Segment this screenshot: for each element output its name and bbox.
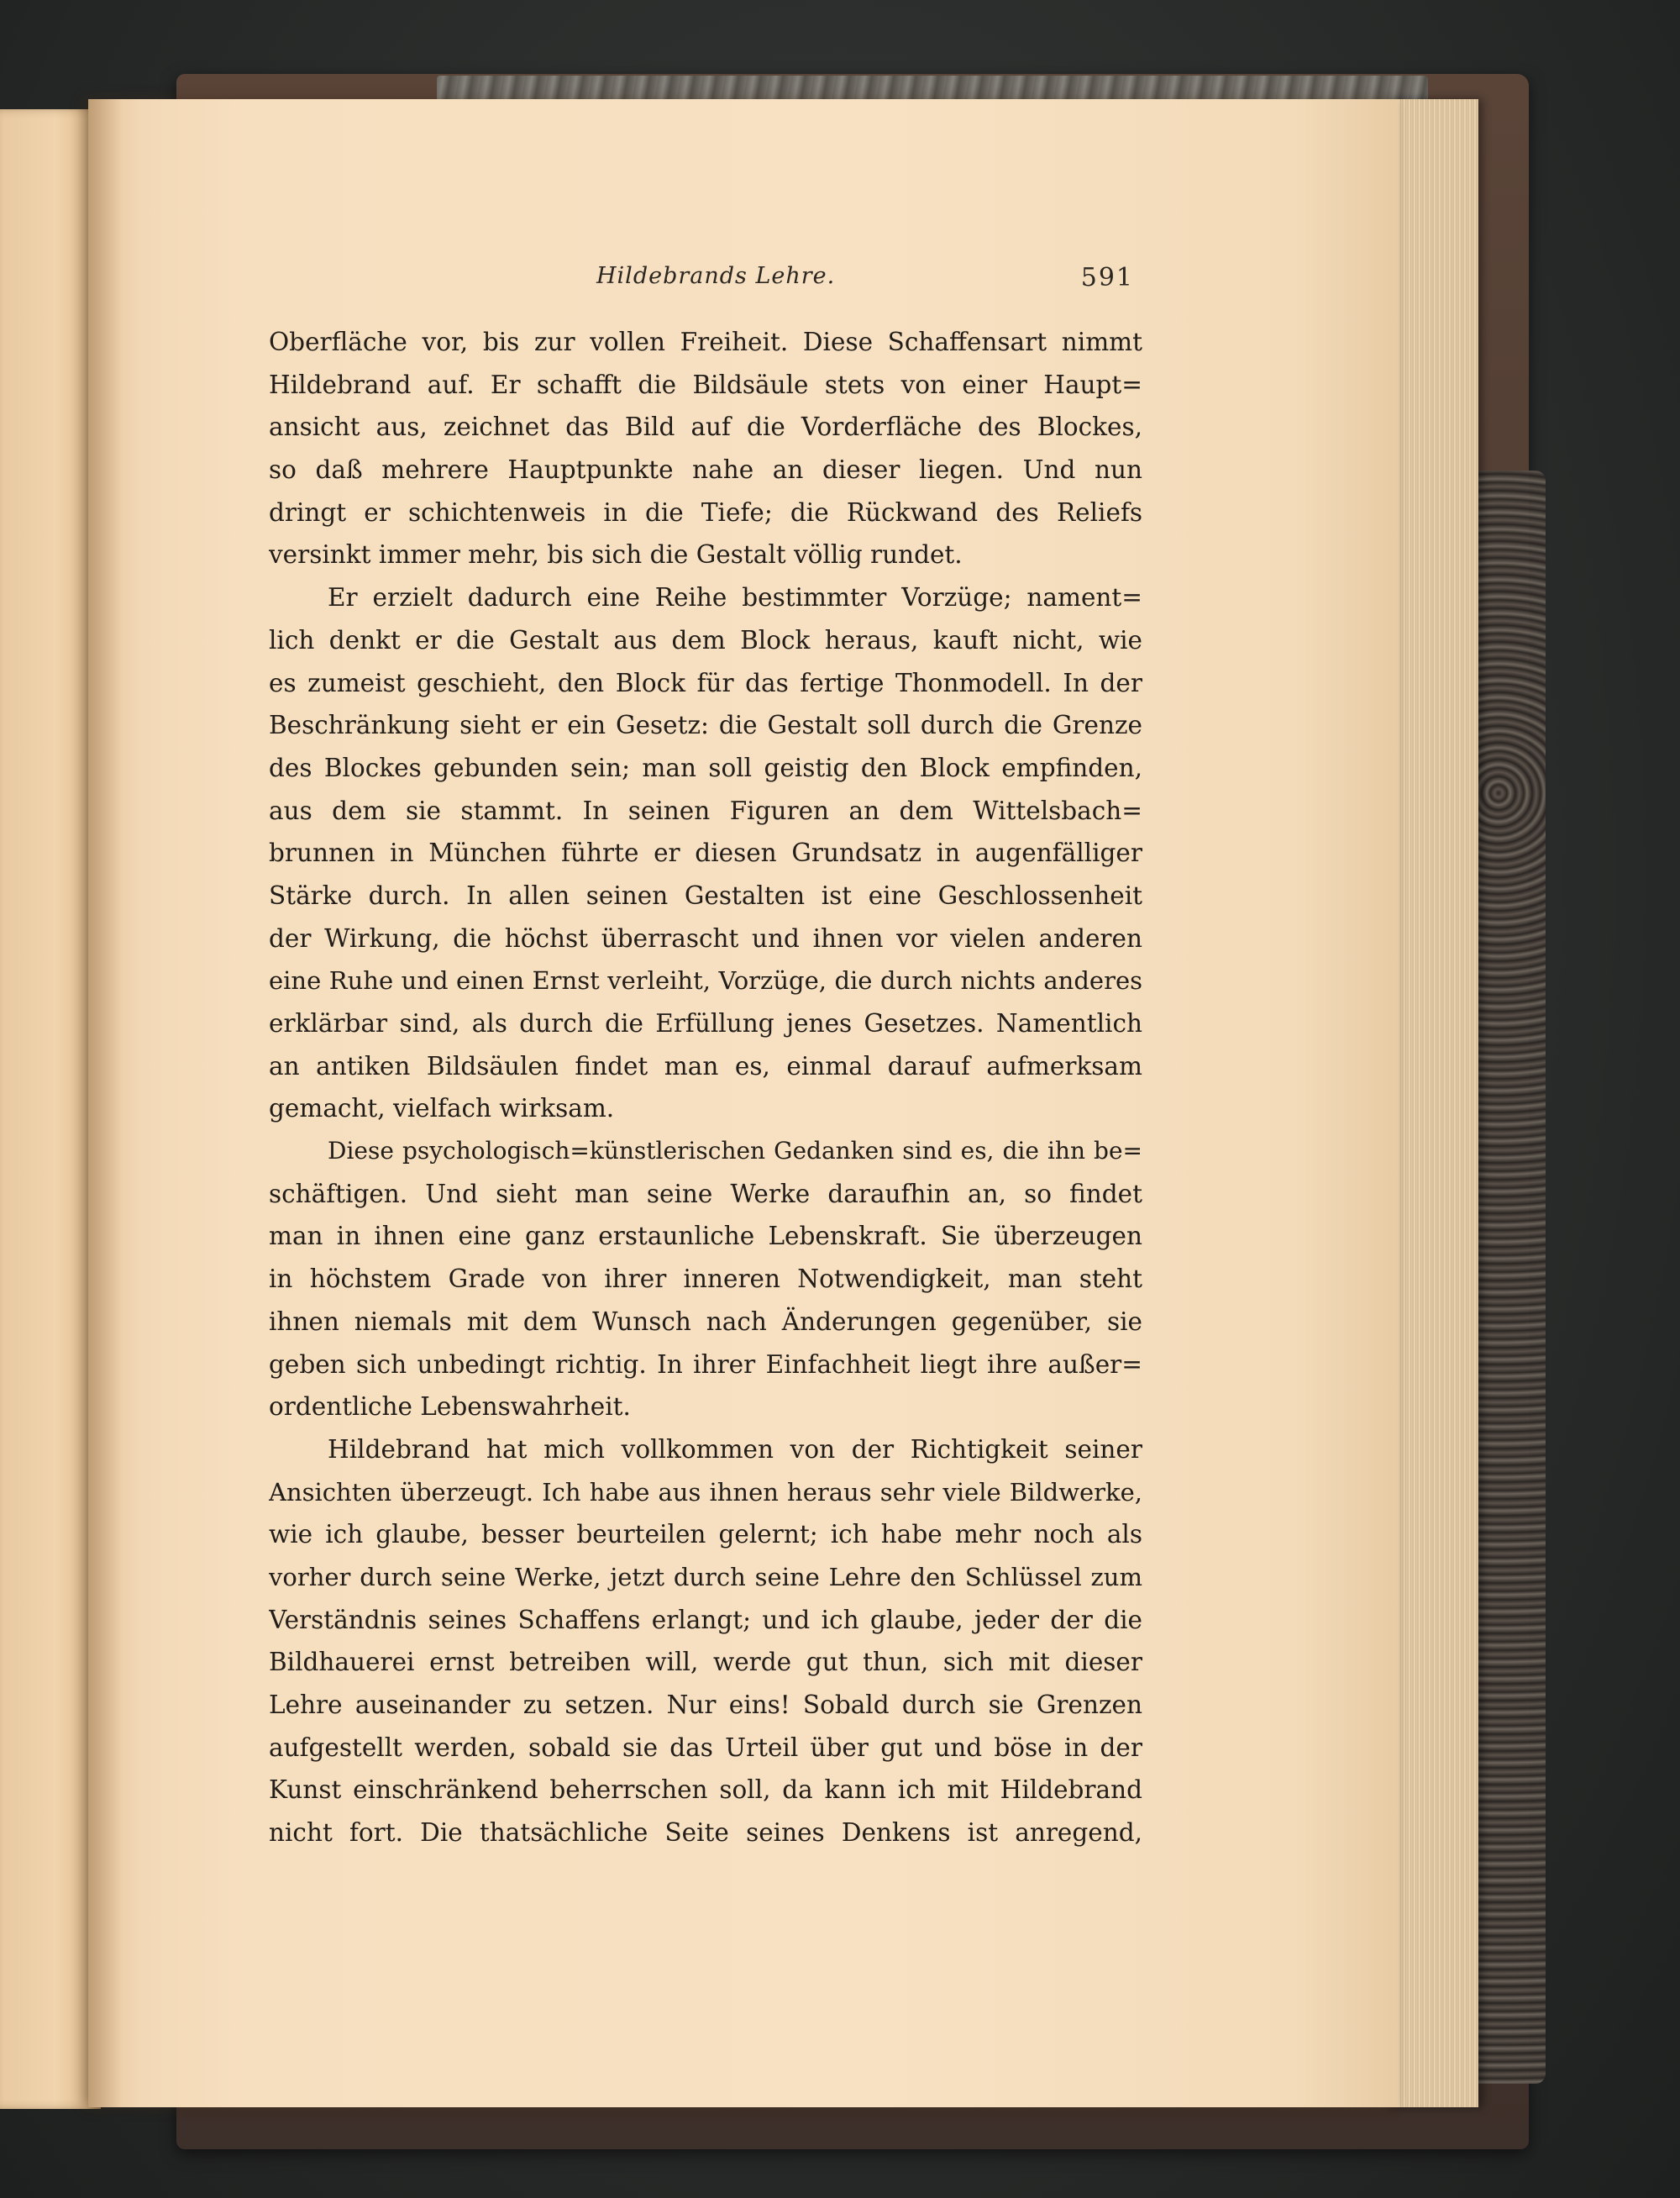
text-line: lich denkt er die Gestalt aus dem Block heraus, kauft nicht, wie [269,625,1142,655]
text-line: Stärke durch. In allen seinen Gestalten ist eine Geschlossenheit [269,881,1142,910]
text-line: Diese psychologisch=künstlerischen Gedanken sind es, die ihn be= [328,1137,1142,1165]
text-line: vorher durch seine Werke, jetzt durch seine Lehre den Schlüssel zum [269,1562,1142,1591]
text-line: so daß mehrere Hauptpunkte nahe an dieser liegen. Und nun [269,455,1142,485]
text-line: der Wirkung, die höchst überrascht und ihnen vor vielen anderen [269,923,1142,953]
text-line: versinkt immer mehr, bis sich die Gestalt völlig rundet. [269,540,963,570]
text-line: Hildebrand auf. Er schafft die Bildsäule stets von einer Haupt= [269,370,1142,399]
gutter-shadow [88,99,122,2107]
text-line: es zumeist geschieht, den Block für das fertige Thonmodell. In der [269,668,1142,697]
text-line: Beschränkung sieht er ein Gesetz: die Gestalt soll durch die Grenze [269,711,1142,740]
text-line: dringt er schichtenweis in die Tiefe; die Rückwand des Reliefs [269,497,1142,527]
page-number: 591 [1080,263,1134,292]
text-line: wie ich glaube, besser beurteilen gelernt; ich habe mehr noch als [269,1520,1142,1549]
text-line: Bildhauerei ernst betreiben will, werde gut thun, sich mit dieser [269,1648,1142,1677]
running-head [269,263,1134,297]
text-line: an antiken Bildsäulen findet man es, einmal darauf aufmerksam [269,1051,1142,1081]
text-line: aus dem sie stammt. In seinen Figuren an dem Wittelsbach= [269,796,1142,825]
text-line: schäftigen. Und sieht man seine Werke daraufhin an, so findet [269,1179,1142,1208]
running-title: Hildebrands Lehre. [596,263,836,289]
text-line: Lehre auseinander zu setzen. Nur eins! Sobald durch sie Grenzen [269,1691,1142,1719]
text-line: Verständnis seines Schaffens erlangt; und ich glaube, jeder der die [269,1605,1142,1634]
text-line: nicht fort. Die thatsächliche Seite seines Denkens ist anregend, [269,1818,1142,1848]
text-line: aufgestellt werden, sobald sie das Urteil über gut und böse in der [269,1733,1142,1762]
text-line: ihnen niemals mit dem Wunsch nach Änderungen gegenüber, sie [269,1307,1142,1336]
text-line: geben sich unbedingt richtig. In ihrer Einfachheit liegt ihre außer= [269,1349,1142,1379]
text-line: Kunst einschränkend beherrschen soll, da kann ich mit Hildebrand [269,1775,1142,1805]
cover-marbled-side [1478,471,1546,2084]
body-text [269,321,1142,1854]
text-line: Hildebrand hat mich vollkommen von der Richtigkeit seiner [328,1434,1142,1464]
text-line: des Blockes gebunden sein; man soll geistig den Block empfinden, [269,753,1142,782]
text-line: Er erzielt dadurch eine Reihe bestimmter Vorzüge; nament= [328,583,1142,613]
page-edges [1386,99,1478,2107]
text-line: gemacht, vielfach wirksam. [269,1094,615,1123]
text-line: Ansichten überzeugt. Ich habe aus ihnen heraus sehr viele Bildwerke, [269,1477,1142,1507]
text-line: ordentliche Lebenswahrheit. [269,1392,631,1422]
text-line: ansicht aus, zeichnet das Bild auf die Vorderfläche des Blockes, [269,413,1142,442]
text-line: eine Ruhe und einen Ernst verleiht, Vorzüge, die durch nichts anderes [269,966,1142,996]
previous-page-edge [0,109,101,2109]
text-line: Oberfläche vor, bis zur vollen Freiheit. Diese Schaffensart nimmt [269,328,1142,356]
text-line: erklärbar sind, als durch die Erfüllung jenes Gesetzes. Namentlich [269,1009,1142,1038]
text-line: man in ihnen eine ganz erstaunliche Lebenskraft. Sie überzeugen [269,1222,1142,1251]
text-line: in höchstem Grade von ihrer inneren Notwendigkeit, man steht [269,1265,1142,1294]
text-line: brunnen in München führte er diesen Grundsatz in augenfälliger [269,839,1142,868]
